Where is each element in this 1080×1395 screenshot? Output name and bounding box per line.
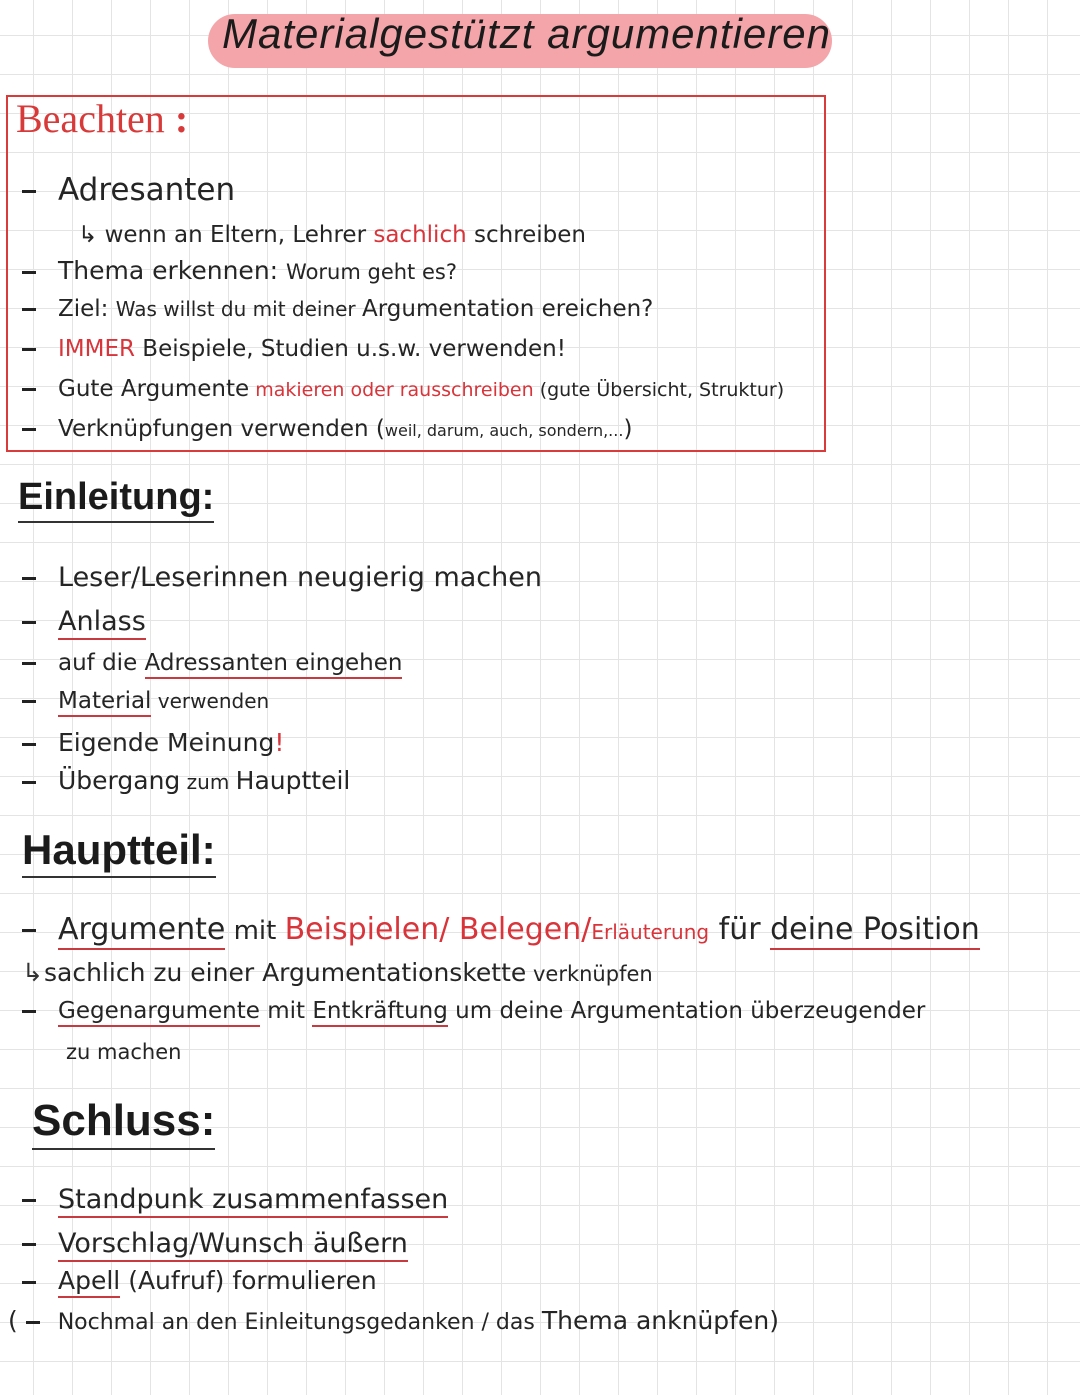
beachten-heading	[16, 95, 188, 142]
item-text-red: !	[274, 728, 285, 757]
item-text: Ziel:	[58, 296, 116, 322]
hauptteil-item-argumente	[22, 912, 980, 947]
item-text: (Aufruf) formulieren	[120, 1266, 377, 1295]
item-text: Anlass	[58, 606, 146, 640]
beachten-item-thema	[22, 256, 457, 285]
schluss-item-standpunkt	[22, 1184, 448, 1215]
hauptteil-heading: Hauptteil:	[22, 826, 216, 878]
item-text: )	[623, 416, 633, 442]
dash-icon	[22, 1243, 36, 1246]
item-text-red: Erläuterung	[591, 920, 710, 944]
dash-icon	[22, 190, 36, 193]
dash-icon	[22, 1010, 36, 1013]
dash-icon	[22, 1281, 36, 1284]
item-text-red: Beispielen/ Belegen/	[284, 912, 592, 947]
item-text: / das	[474, 1310, 542, 1335]
einleitung-heading: Einleitung:	[18, 476, 214, 523]
item-text: Argumente	[120, 376, 250, 402]
einleitung-item-leser	[22, 562, 542, 593]
item-text: schreiben	[466, 222, 587, 248]
dash-icon	[22, 621, 36, 624]
item-text: neugierig	[297, 562, 425, 593]
item-text: anknüpfen	[628, 1306, 770, 1335]
item-text: machen	[424, 562, 542, 593]
item-text: wenn an Eltern, Lehrer	[104, 222, 374, 248]
item-text: Argumentationskette	[262, 958, 527, 987]
schluss-item-vorschlag	[22, 1228, 408, 1259]
hauptteil-item-gegenargumente	[22, 998, 925, 1024]
paren-close: )	[769, 1306, 779, 1335]
item-text: Adresanten	[58, 172, 236, 208]
item-text: deine Position	[770, 912, 980, 950]
paren-open: (	[8, 1306, 18, 1335]
item-text: Übergang	[58, 766, 181, 795]
item-text: Beispiele, Studien u.s.w. verwenden!	[135, 336, 566, 362]
einleitung-item-anlass	[22, 606, 146, 637]
item-text: Verknüpfungen	[58, 416, 234, 442]
page-title: Materialgestützt argumentieren	[222, 10, 831, 57]
beachten-item-immer	[22, 336, 566, 362]
item-text: Argumentation	[570, 998, 743, 1024]
beachten-item-eltern	[78, 222, 586, 248]
item-text: Einleitungsgedanken	[244, 1310, 475, 1335]
beachten-item-verknuepfungen	[22, 416, 632, 442]
item-text: um deine	[447, 998, 571, 1024]
dash-icon	[26, 1321, 40, 1324]
item-text: Adressanten	[145, 650, 288, 679]
item-text-red: IMMER	[58, 336, 135, 362]
item-text: weil, darum, auch, sondern,...	[384, 421, 624, 440]
arrow-icon: ↳	[22, 958, 43, 987]
item-text: Meinung	[167, 728, 275, 757]
item-text: Entkräftung	[312, 998, 447, 1027]
dash-icon	[22, 700, 36, 703]
item-text: auf die	[58, 650, 145, 676]
item-text: zusammenfassen	[204, 1184, 449, 1218]
item-text: verwenden (	[233, 416, 385, 442]
einleitung-item-adressanten	[22, 650, 402, 676]
item-text: Was willst du mit deiner	[115, 297, 363, 321]
dash-icon	[22, 743, 36, 746]
dash-icon	[22, 1199, 36, 1202]
item-text: verknüpfen	[526, 962, 653, 986]
item-text: überzeugender	[742, 998, 926, 1024]
einleitung-item-material	[22, 688, 269, 714]
item-text-red: sachlich	[373, 222, 467, 248]
dash-icon	[22, 348, 36, 351]
item-text: zum	[180, 770, 236, 794]
beachten-item-argumente	[22, 376, 784, 402]
item-text: Gute	[58, 376, 121, 402]
item-text: Material	[58, 688, 151, 717]
dash-icon	[22, 781, 36, 784]
einleitung-item-meinung	[22, 728, 284, 757]
beachten-item-adresanten	[22, 172, 235, 208]
schluss-item-apell	[22, 1266, 377, 1295]
item-text: Apell	[58, 1266, 120, 1298]
schluss-heading: Schluss:	[32, 1096, 215, 1150]
item-text: eingehen	[295, 650, 402, 679]
dash-icon	[22, 662, 36, 665]
beachten-heading-text: Beachten	[16, 96, 165, 141]
item-text: zu machen	[66, 1040, 182, 1064]
item-text: Leser/Leserinnen	[58, 562, 298, 593]
item-text: ereichen?	[534, 296, 654, 322]
dash-icon	[22, 308, 36, 311]
item-text: Worum geht es?	[286, 260, 457, 284]
item-text: Standpunk	[58, 1184, 204, 1218]
beachten-item-ziel	[22, 296, 653, 322]
item-text: mit	[225, 916, 285, 946]
item-text: Hauptteil	[235, 766, 351, 795]
beachten-colon: :	[174, 96, 189, 141]
item-text: Eigende	[58, 728, 168, 757]
item-text-red: makieren oder rausschreiben	[249, 379, 534, 401]
item-text: Nochmal an den	[57, 1310, 245, 1335]
schluss-item-nochmal	[8, 1306, 779, 1335]
hauptteil-item-zumachen	[66, 1040, 181, 1064]
item-text: verwenden	[151, 689, 270, 713]
hauptteil-item-kette	[22, 958, 653, 987]
item-text: mit	[259, 998, 313, 1024]
item-text: Thema	[541, 1306, 629, 1335]
dash-icon	[22, 271, 36, 274]
item-text: Gegenargumente	[58, 998, 260, 1027]
item-text: (gute Übersicht, Struktur)	[533, 379, 785, 401]
einleitung-item-uebergang	[22, 766, 350, 795]
dash-icon	[22, 428, 36, 431]
dash-icon	[22, 929, 36, 932]
dash-icon	[22, 388, 36, 391]
item-text: Vorschlag/Wunsch äußern	[58, 1228, 408, 1262]
item-text: sachlich zu einer	[44, 958, 263, 987]
item-text: Argumentation	[362, 296, 535, 322]
item-text: Thema erkennen:	[58, 256, 287, 285]
dash-icon	[22, 577, 36, 580]
item-text: für	[709, 912, 771, 947]
item-text: Argumente	[58, 912, 225, 950]
arrow-icon: ↳	[78, 222, 98, 248]
